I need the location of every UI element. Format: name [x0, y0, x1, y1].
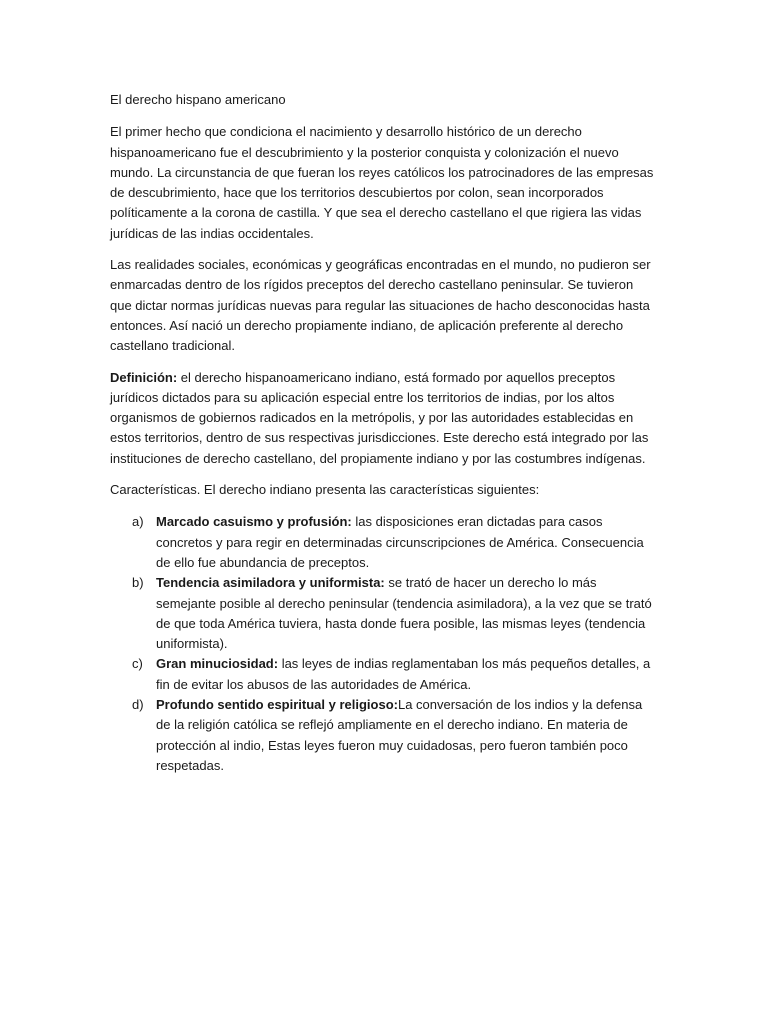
list-item	[110, 573, 658, 654]
definition-text: el derecho hispanoamericano indiano, está formado por aquellos preceptos jurídicos dictados para su aplicación especial entre los territorios de indias, por los altos organismos de gobiernos radicados en la metrópolis, y por las autoridades establecidas en estos territorios, dentro de sus respectivas jurisdicciones. Este derecho está integrado por las instituciones de derecho castellano, del propiamente indiano y por las costumbres indígenas.	[110, 369, 649, 466]
list-item-text: las leyes de indias reglamentaban los más pequeños detalles, a fin de evitar los abusos de las autoridades de América.	[156, 656, 651, 692]
document-body	[110, 90, 658, 776]
list-item-text: se trató de hacer un derecho lo más semejante posible al derecho peninsular (tendencia asimiladora), a la vez que se trató de que toda América tuviera, hasta donde fuera posible, las mismas leyes (tendencia uniformista).	[156, 575, 652, 652]
definition-label: Definición:	[110, 369, 178, 385]
list-item-term: Gran minuciosidad:	[156, 656, 279, 672]
document-title: El derecho hispano americano	[110, 92, 286, 107]
characteristics-label: Características.	[110, 482, 201, 498]
list-marker: a)	[132, 514, 144, 530]
list-item-term: Tendencia asimiladora y uniformista:	[156, 575, 385, 591]
list-marker: d)	[132, 697, 144, 713]
list-item	[110, 695, 658, 776]
characteristics-heading	[110, 480, 658, 500]
characteristics-intro: El derecho indiano presenta las características siguientes:	[200, 482, 540, 498]
list-marker: b)	[132, 575, 144, 591]
characteristics-list	[110, 512, 658, 776]
paragraph-intro: El primer hecho que condiciona el nacimiento y desarrollo histórico de un derecho hispanoamericano fue el descubrimiento y la posterior conquista y colonización el nuevo mundo. La circunstancia de que fueran los reyes católicos los patrocinadores de las empresas de descubrimiento, hace que los territorios descubiertos por colon, sean incorporados políticamente a la corona de castilla. Y que sea el derecho castellano el que rigiera las vidas jurídicas de las indias occidentales.	[110, 124, 654, 241]
list-item	[110, 654, 658, 695]
paragraph-realities: Las realidades sociales, económicas y geográficas encontradas en el mundo, no pudieron ser enmarcadas dentro de los rígidos preceptos del derecho castellano peninsular. Se tuvieron que dictar normas jurídicas nuevas para regular las situaciones de hacho desconocidas hasta entonces. Así nació un derecho propiamente indiano, de aplicación preferente al derecho castellano tradicional.	[110, 257, 651, 354]
list-item	[110, 512, 658, 573]
list-marker: c)	[132, 656, 143, 672]
list-item-text: las disposiciones eran dictadas para casos concretos y para regir en determinadas circunscripciones de América. Consecuencia de ello fue abundancia de preceptos.	[156, 514, 644, 570]
list-item-term: Marcado casuismo y profusión:	[156, 514, 352, 530]
list-item-term: Profundo sentido espiritual y religioso:	[156, 697, 398, 713]
list-item-text: La conversación de los indios y la defensa de la religión católica se reflejó ampliamente en el derecho indiano. En materia de protección al indio, Estas leyes fueron muy cuidadosas, pero fueron también poco respetadas.	[156, 697, 643, 773]
paragraph-definition	[110, 368, 658, 469]
